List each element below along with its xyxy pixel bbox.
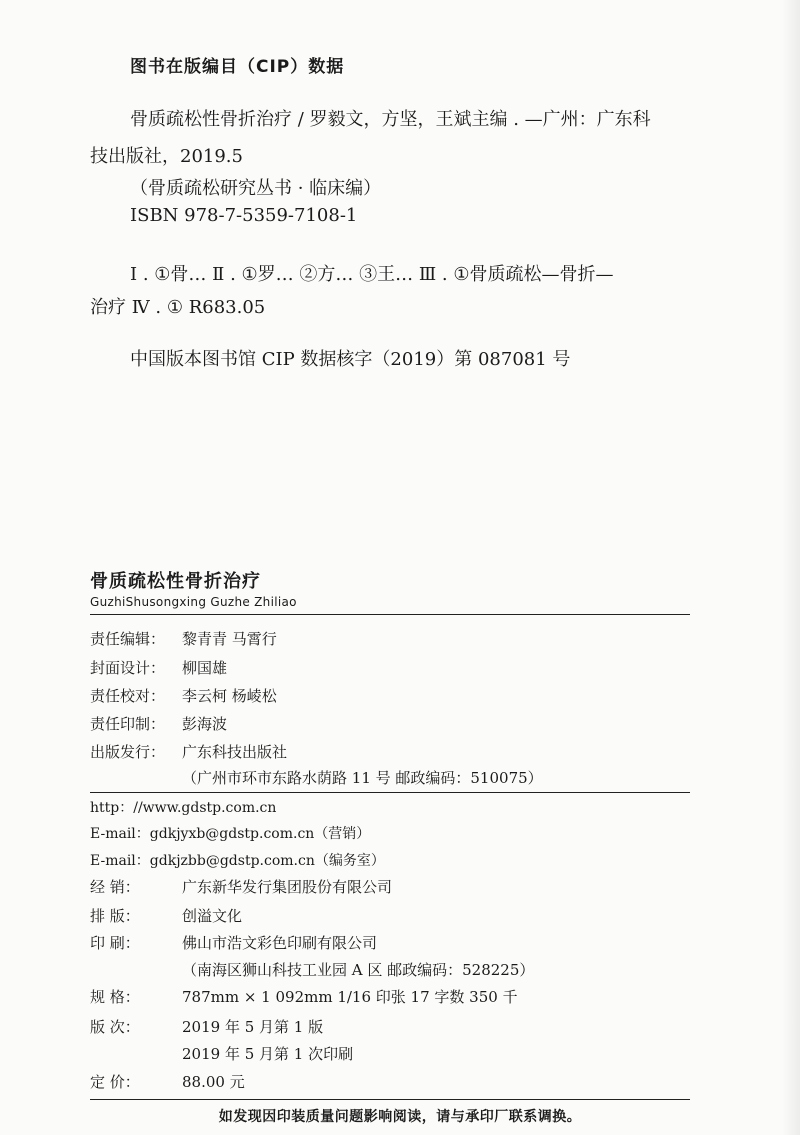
spec-label: 定 价：	[90, 1073, 140, 1091]
credit-row	[90, 685, 277, 706]
spec-row	[90, 905, 242, 926]
credit-label: 封面设计：	[90, 659, 166, 677]
credit-row	[90, 628, 277, 649]
spec-value: 88.00 元	[182, 1073, 245, 1091]
credit-value: 柳国雄	[182, 659, 228, 677]
credit-value: 彭海波	[182, 715, 228, 733]
spec-row	[90, 876, 392, 897]
spec-label: 经 销：	[90, 878, 140, 896]
cip-entry-line-2: 技出版社，2019.5	[90, 146, 243, 167]
cip-isbn: ISBN 978-7-5359-7108-1	[130, 205, 358, 226]
email-editorial: E-mail：gdkjzbb@gdstp.com.cn（编务室）	[90, 853, 385, 869]
spec-value: 创溢文化	[182, 907, 243, 925]
credit-label: 责任校对：	[90, 687, 166, 705]
credit-label: 出版发行：	[90, 743, 166, 761]
credit-row	[90, 657, 227, 678]
credit-value: 李云柯 杨崚松	[182, 687, 277, 705]
spec-label: 印 刷：	[90, 934, 140, 952]
book-title: 骨质疏松性骨折治疗	[90, 571, 261, 592]
spec-row	[90, 932, 377, 953]
spec-value: 广东新华发行集团股份有限公司	[182, 878, 393, 896]
credit-value: 黎青青 马霄行	[182, 630, 277, 648]
credit-value: （广州市环市东路水荫路 11 号 邮政编码：510075）	[182, 769, 543, 787]
spec-label: 版 次：	[90, 1018, 140, 1036]
cip-entry-line-1: 骨质疏松性骨折治疗 / 罗毅文，方坚，王斌主编 . —广州：广东科	[130, 109, 651, 130]
cip-series: （骨质疏松研究丛书 · 临床编）	[130, 178, 382, 199]
credit-label: 责任印制：	[90, 715, 166, 733]
divider-middle	[90, 792, 690, 793]
credit-label: 责任编辑：	[90, 630, 166, 648]
spec-label: 规 格：	[90, 988, 140, 1006]
spec-value: 787mm × 1 092mm 1/16 印张 17 字数 350 千	[182, 988, 518, 1006]
page-edge-shadow	[782, 0, 800, 1135]
credit-row	[90, 741, 287, 762]
spec-value: 佛山市浩文彩色印刷有限公司	[182, 934, 378, 952]
credit-row	[90, 767, 543, 788]
cip-number: 中国版本图书馆 CIP 数据核字（2019）第 087081 号	[130, 349, 571, 370]
footer-notice: 如发现因印装质量问题影响阅读，请与承印厂联系调换。	[218, 1109, 582, 1125]
divider-top	[90, 614, 690, 615]
spec-row	[90, 959, 534, 980]
credit-value: 广东科技出版社	[182, 743, 288, 761]
book-pinyin: GuzhiShusongxing Guzhe Zhiliao	[90, 595, 297, 609]
spec-value: （南海区狮山科技工业园 A 区 邮政编码：528225）	[182, 961, 535, 979]
divider-bottom	[90, 1099, 690, 1100]
spec-row	[90, 1043, 353, 1064]
spec-row	[90, 986, 518, 1007]
email-marketing: E-mail：gdkjyxb@gdstp.com.cn（营销）	[90, 826, 371, 842]
spec-label: 排 版：	[90, 907, 140, 925]
cip-classification-line-1: Ⅰ . ①骨… Ⅱ . ①罗… ②方… ③王… Ⅲ . ①骨质疏松—骨折—	[130, 264, 614, 285]
credit-row	[90, 713, 227, 734]
spec-row	[90, 1016, 323, 1037]
spec-value: 2019 年 5 月第 1 版	[182, 1018, 324, 1036]
spec-value: 2019 年 5 月第 1 次印刷	[182, 1045, 354, 1063]
cip-heading: 图书在版编目（CIP）数据	[130, 57, 345, 77]
publisher-website: http：//www.gdstp.com.cn	[90, 800, 277, 816]
cip-classification-line-2: 治疗 Ⅳ . ① R683.05	[90, 297, 266, 318]
spec-row	[90, 1071, 245, 1092]
